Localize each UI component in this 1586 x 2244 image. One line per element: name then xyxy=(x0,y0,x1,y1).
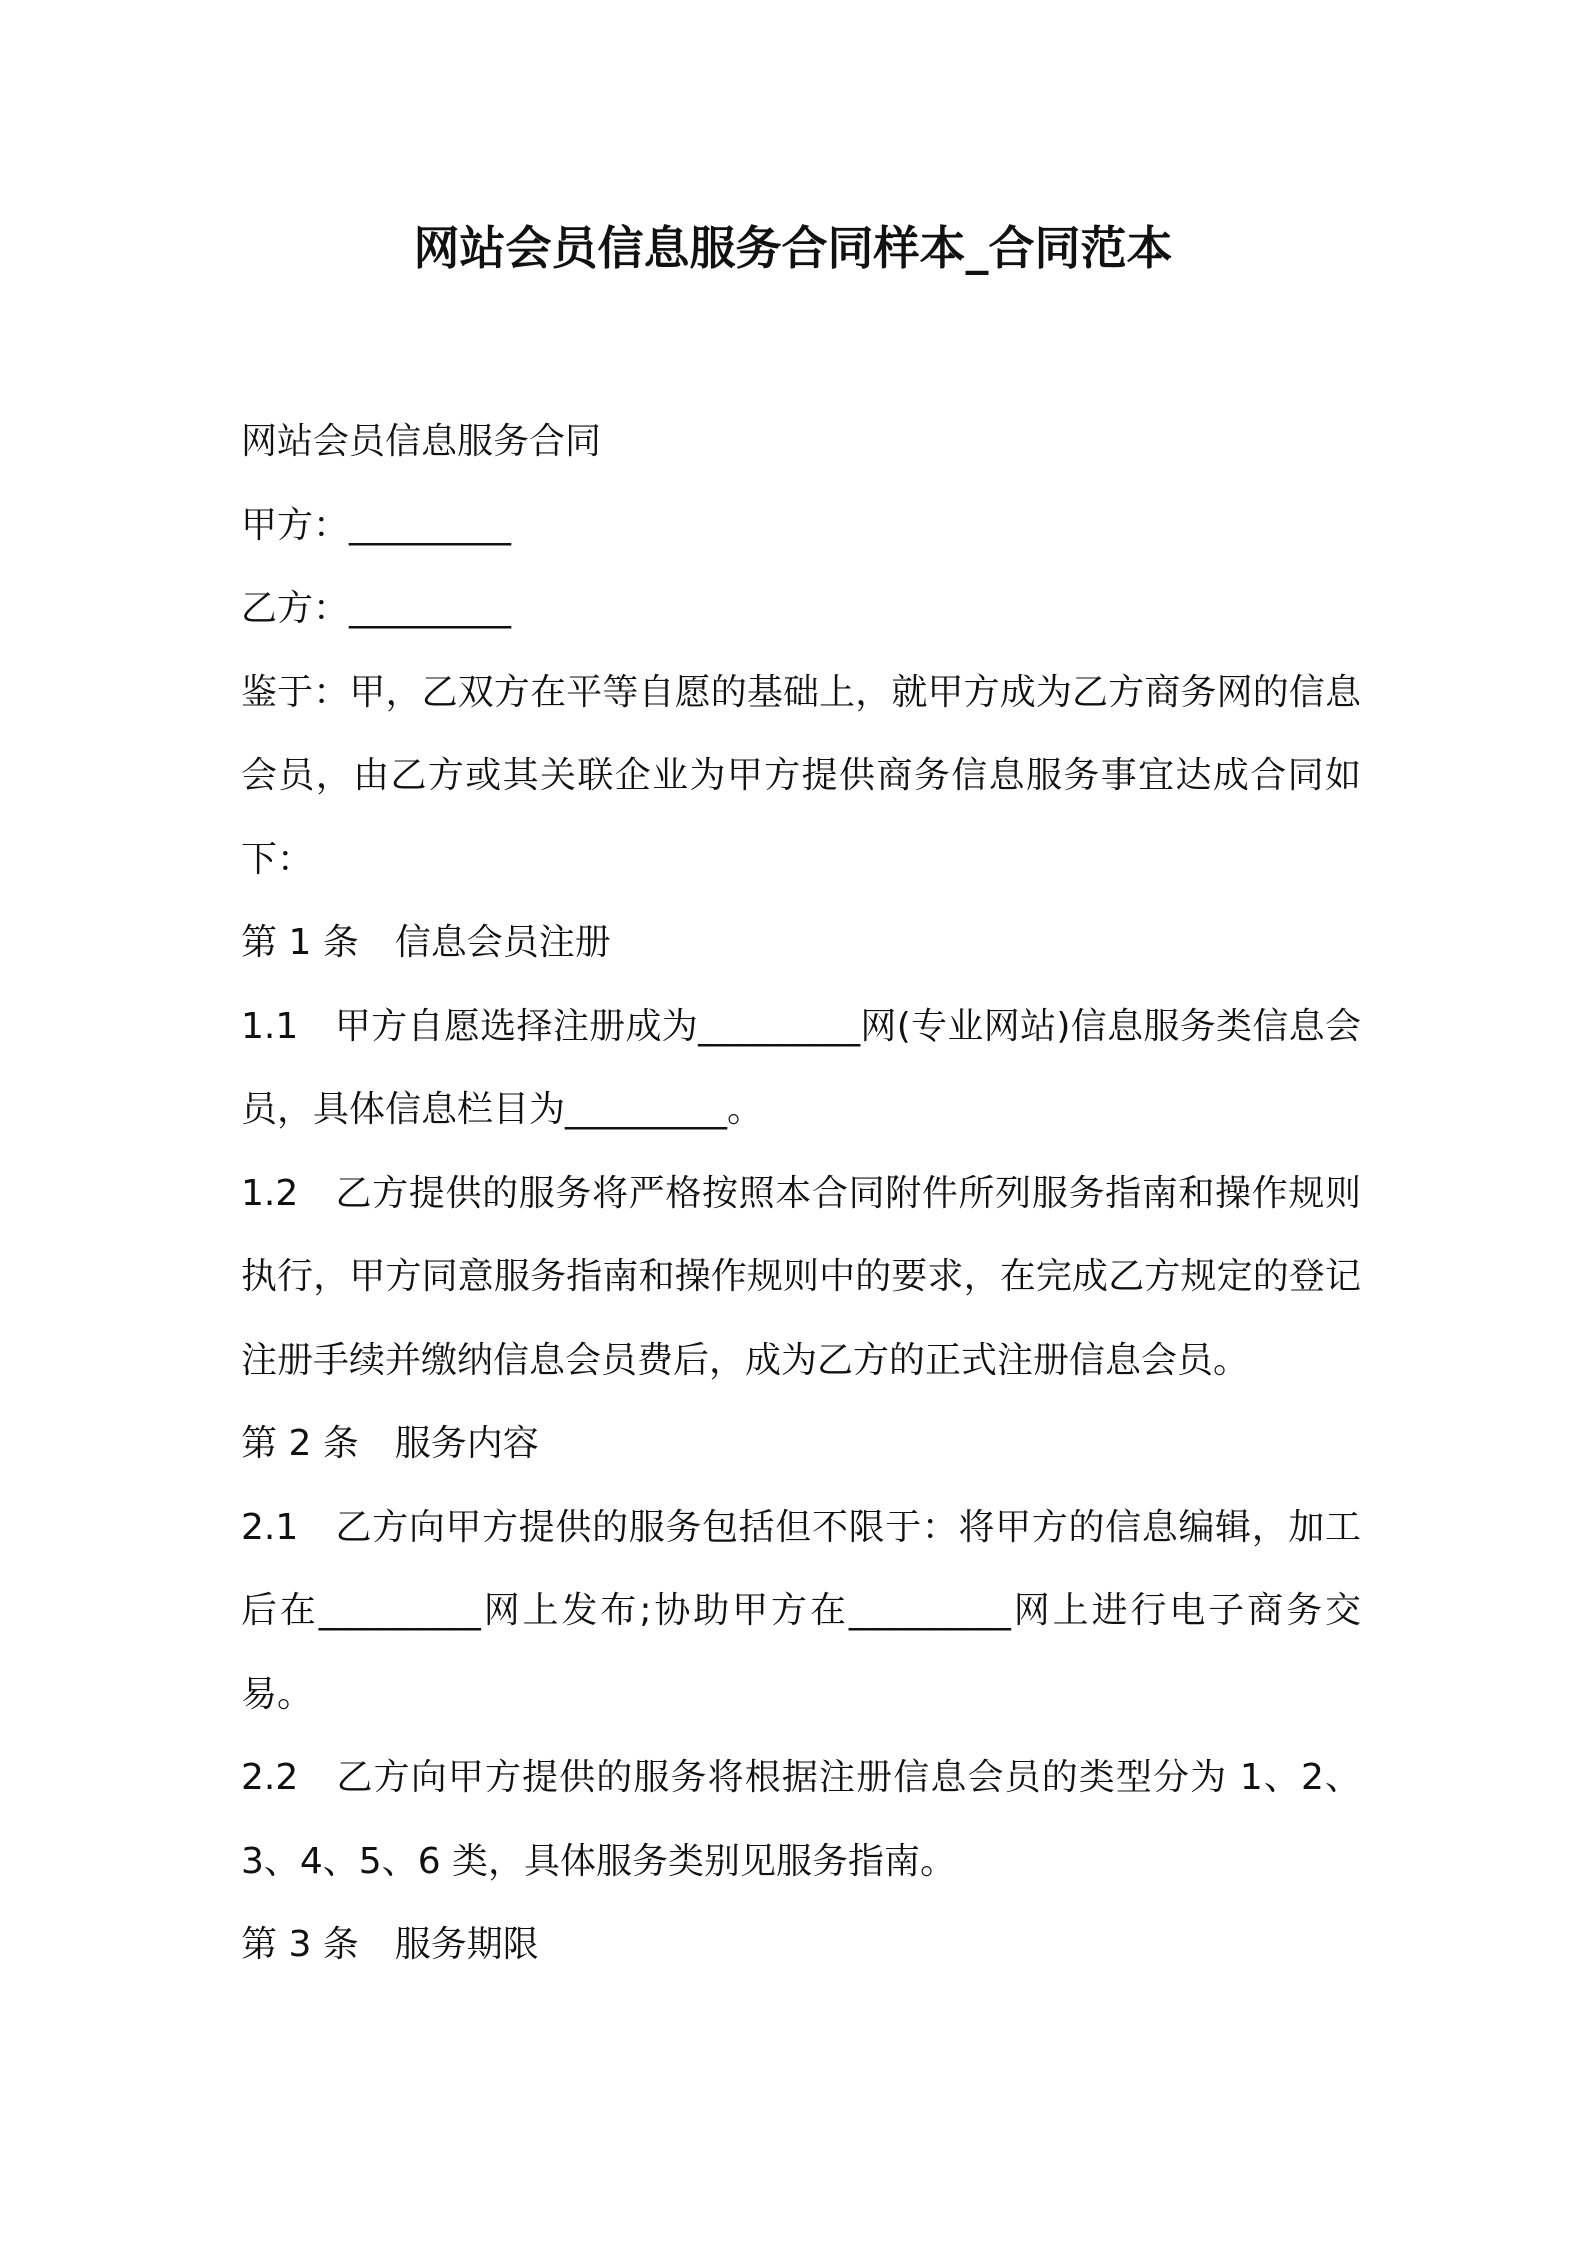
clause-2-1: 2.1 乙方向甲方提供的服务包括但不限于：将甲方的信息编辑，加工后在_________网上发布;协助甲方在_________网上进行电子商务交易。 xyxy=(241,1506,1361,1715)
clause-1-2: 1.2 乙方提供的服务将严格按照本合同附件所列服务指南和操作规则执行，甲方同意服务指南和操作规则中的要求，在完成乙方规定的登记注册手续并缴纳信息会员费后，成为乙方的正式注册信息会员。 xyxy=(241,1172,1361,1381)
party-b-line: 乙方：_________ xyxy=(241,588,512,629)
article-1-heading: 第 1 条 信息会员注册 xyxy=(241,922,611,963)
contract-heading: 网站会员信息服务合同 xyxy=(241,421,602,462)
document-body xyxy=(241,400,1361,1987)
article-2-heading: 第 2 条 服务内容 xyxy=(241,1423,539,1464)
party-a-line: 甲方：_________ xyxy=(241,504,512,546)
clause-2-2: 2.2 乙方向甲方提供的服务将根据注册信息会员的类型分为 1、2、3、4、5、6 类，具体服务类别见服务指南。 xyxy=(241,1757,1361,1882)
preamble-paragraph: 鉴于：甲，乙双方在平等自愿的基础上，就甲方成为乙方商务网的信息会员，由乙方或其关联企业为甲方提供商务信息服务事宜达成合同如下： xyxy=(241,671,1361,880)
article-3-heading: 第 3 条 服务期限 xyxy=(241,1924,539,1965)
document-title: 网站会员信息服务合同样本_合同范本 xyxy=(413,221,1173,275)
clause-1-1: 1.1 甲方自愿选择注册成为_________网(专业网站)信息服务类信息会员，具体信息栏目为_________。 xyxy=(241,1005,1361,1130)
